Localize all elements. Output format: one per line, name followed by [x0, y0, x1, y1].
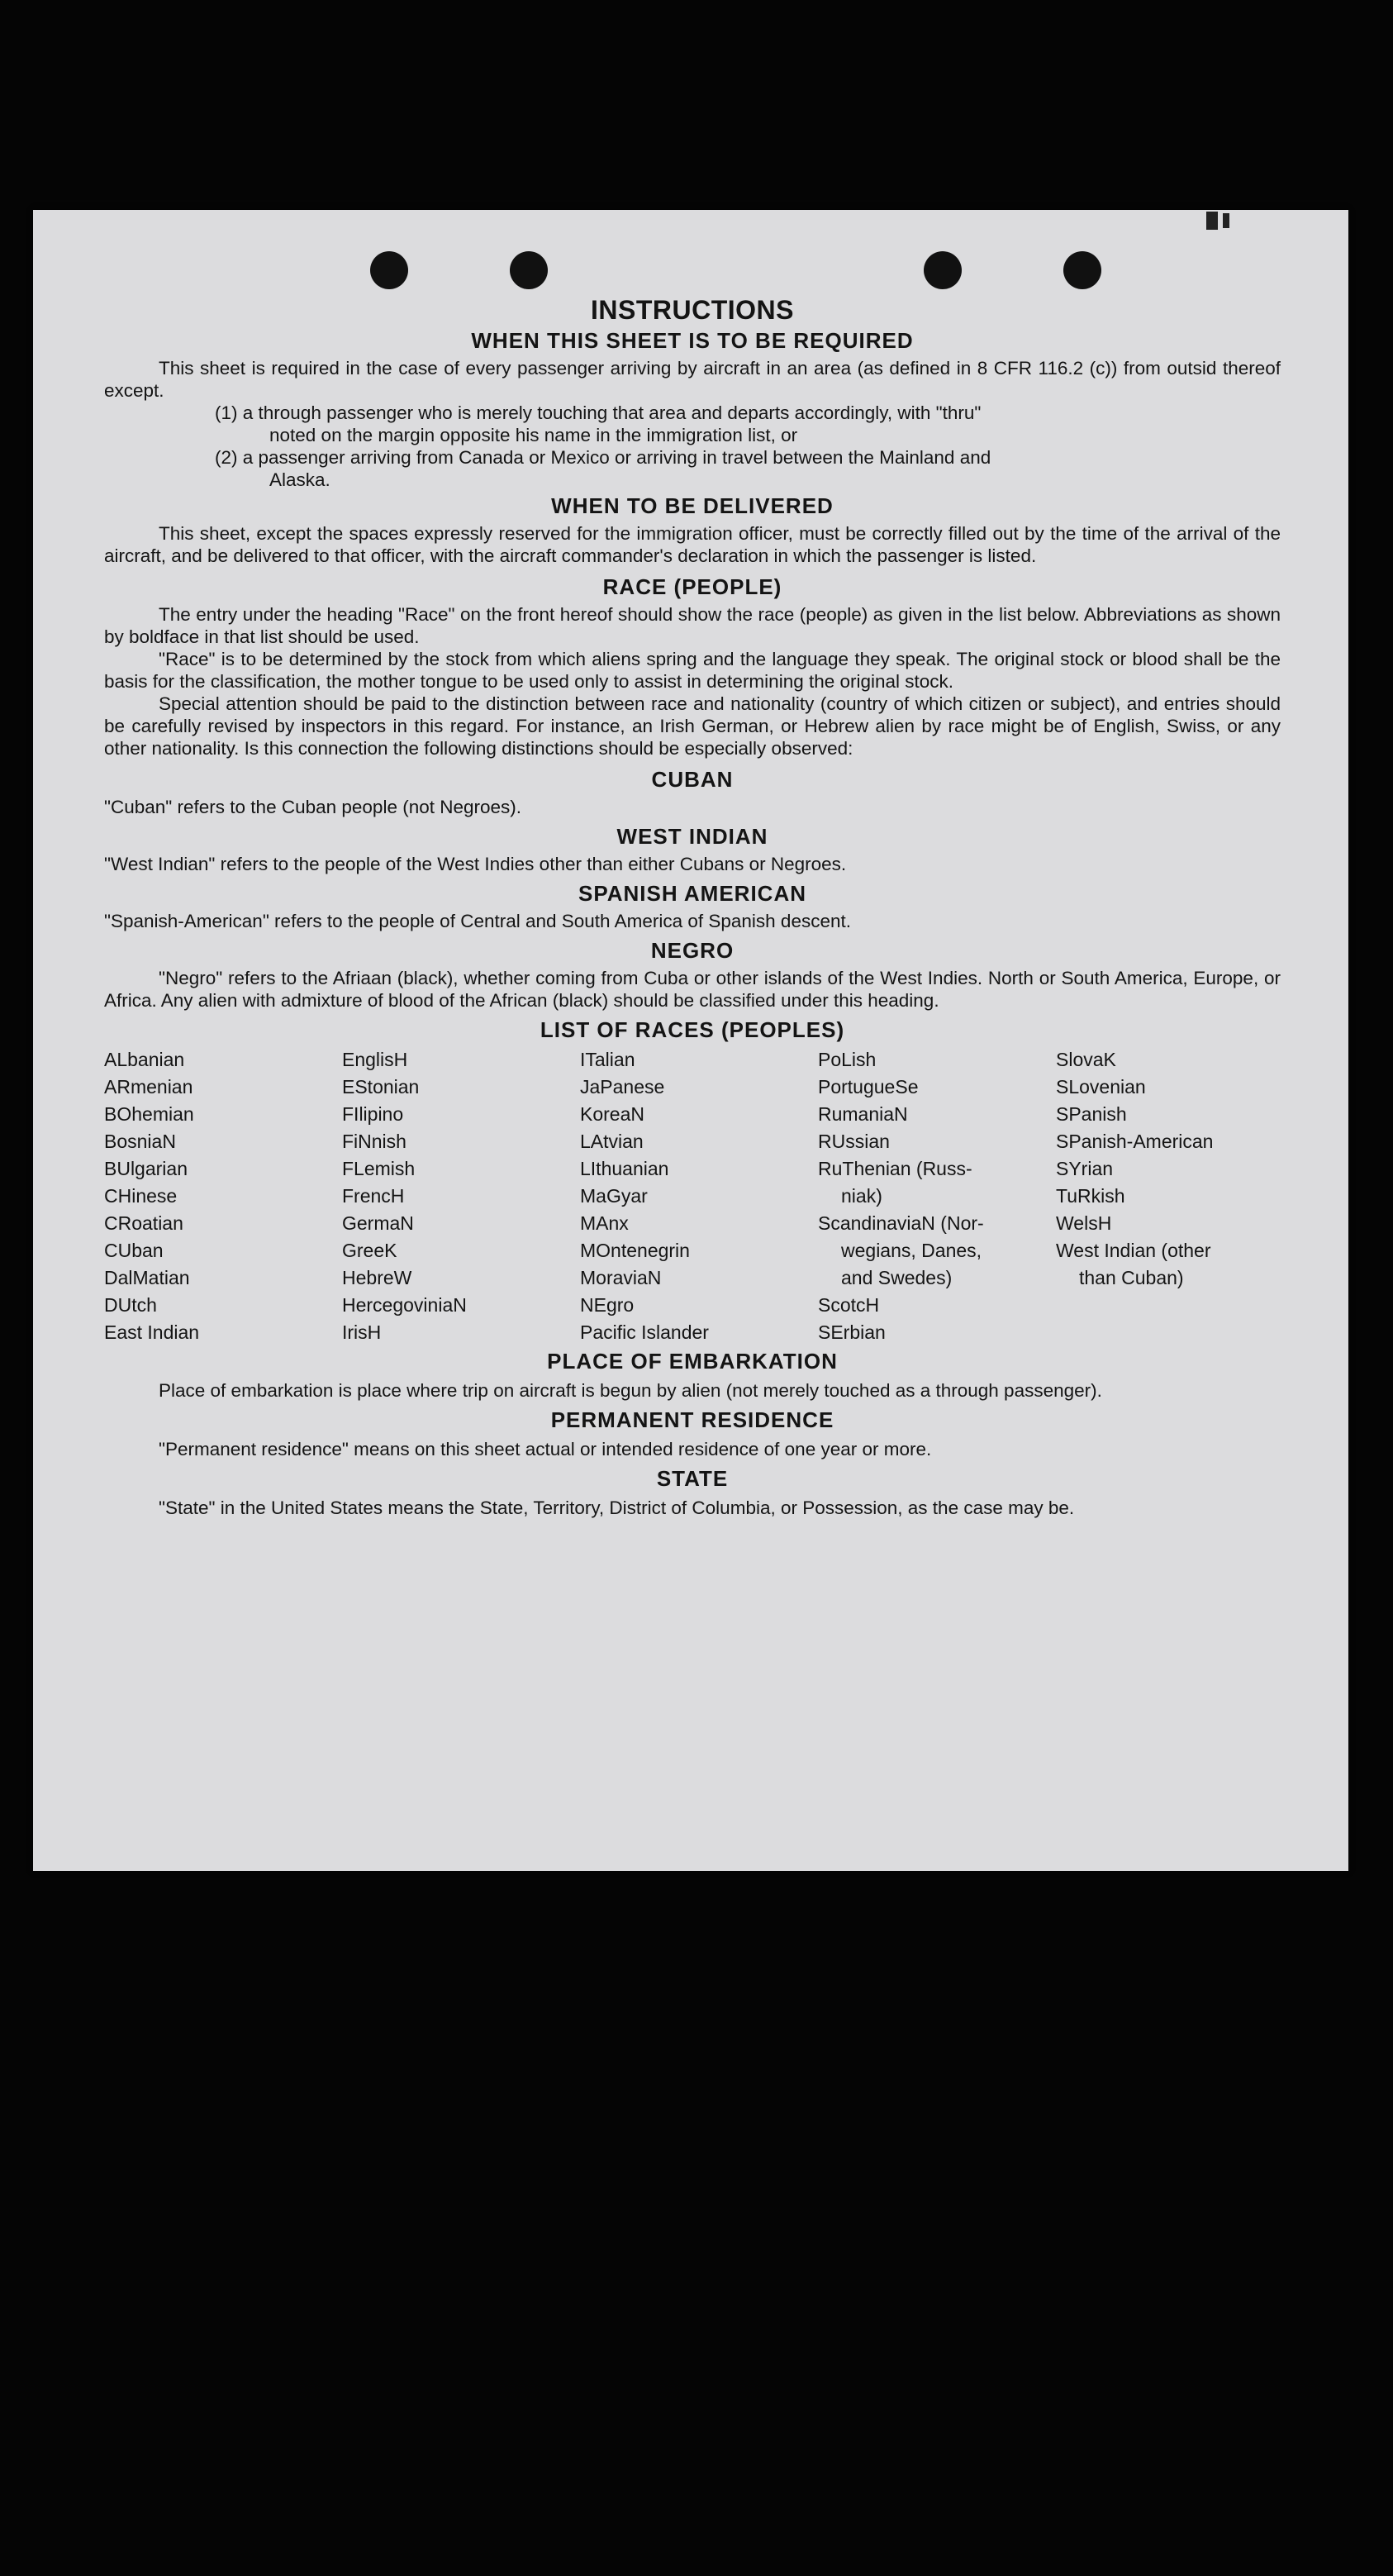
- race-item: ALbanian: [104, 1049, 185, 1070]
- race-item: HebreW: [342, 1267, 412, 1288]
- section-paragraph: "State" in the United States means the State, Territory, District of Columbia, or Possession, as the case may be.: [159, 1498, 1075, 1518]
- races-column: [1056, 1046, 1281, 1346]
- race-item: than Cuban): [1079, 1267, 1184, 1288]
- section-heading: SPANISH AMERICAN: [578, 881, 806, 906]
- race-item: KoreaN: [580, 1103, 644, 1125]
- punch-hole: [370, 251, 408, 289]
- race-item: West Indian (other: [1056, 1240, 1211, 1261]
- race-item: WelsH: [1056, 1212, 1112, 1234]
- clause: [216, 402, 1281, 446]
- race-item: FIlipino: [342, 1103, 404, 1125]
- section-paragraph: "Race" is to be determined by the stock from which aliens spring and the language they speak. The original stock or blood shall be the basis for the classification, the mother tongue to be used only to assist in determining the original stock.: [104, 649, 1281, 692]
- section-heading: LIST OF RACES (PEOPLES): [540, 1017, 845, 1042]
- race-item: BUlgarian: [104, 1158, 188, 1179]
- race-item: MoraviaN: [580, 1267, 662, 1288]
- race-item: SLovenian: [1056, 1076, 1146, 1098]
- race-item: SPanish-American: [1056, 1131, 1214, 1152]
- race-item: CRoatian: [104, 1212, 183, 1234]
- clause-text: a through passenger who is merely touching that area and departs accordingly, with "thru": [242, 402, 982, 423]
- race-item: ITalian: [580, 1049, 635, 1070]
- race-item: CUban: [104, 1240, 164, 1261]
- race-item: CHinese: [104, 1185, 178, 1207]
- section-paragraph: "Cuban" refers to the Cuban people (not Negroes).: [104, 797, 522, 817]
- section-paragraph: "Negro" refers to the Afriaan (black), whether coming from Cuba or other islands of the West Indies. North or South America, Europe, or Africa. Any alien with admixture of blood of the African (black) should be classified under this heading.: [104, 968, 1281, 1011]
- races-list: [104, 1046, 1281, 1346]
- section-heading: WEST INDIAN: [616, 824, 768, 849]
- race-item: JaPanese: [580, 1076, 665, 1098]
- section-heading: WHEN TO BE DELIVERED: [551, 493, 834, 518]
- race-item: FrencH: [342, 1185, 405, 1207]
- document-body: [104, 294, 1281, 1519]
- section-heading: NEGRO: [650, 938, 735, 963]
- section-paragraph: "West Indian" refers to the people of the West Indies other than either Cubans or Negroes.: [104, 854, 847, 874]
- clause-number: (2): [215, 447, 238, 468]
- race-item: RUssian: [818, 1131, 890, 1152]
- races-column: [818, 1046, 1056, 1346]
- document-title: INSTRUCTIONS: [591, 295, 794, 325]
- race-item: East Indian: [104, 1321, 200, 1343]
- clause: [216, 446, 1281, 491]
- race-item: SYrian: [1056, 1158, 1114, 1179]
- race-item: SlovaK: [1056, 1049, 1116, 1070]
- race-item: ScandinaviaN (Nor-: [818, 1212, 984, 1234]
- section-paragraph: "Permanent residence" means on this sheet actual or intended residence of one year or more.: [159, 1439, 932, 1459]
- instruction-sheet: [33, 210, 1348, 1871]
- section-heading: STATE: [656, 1466, 729, 1491]
- race-item: GreeK: [342, 1240, 397, 1261]
- race-item: LIthuanian: [580, 1158, 669, 1179]
- race-item: GermaN: [342, 1212, 414, 1234]
- punch-hole: [1063, 251, 1101, 289]
- race-item: RuThenian (Russ-: [818, 1158, 972, 1179]
- race-item: ARmenian: [104, 1076, 193, 1098]
- race-item: FLemish: [342, 1158, 416, 1179]
- race-item: DUtch: [104, 1294, 157, 1316]
- race-item: BosniaN: [104, 1131, 176, 1152]
- ink-mark: [1206, 212, 1218, 230]
- section-heading: PLACE OF EMBARKATION: [547, 1349, 838, 1374]
- race-item: ScotcH: [818, 1294, 880, 1316]
- section-paragraph: This sheet, except the spaces expressly reserved for the immigration officer, must be correctly filled out by the time of the arrival of the aircraft, and be delivered to that officer, with the aircraft commander's declaration in which the passenger is listed.: [104, 523, 1281, 566]
- race-item: MAnx: [580, 1212, 629, 1234]
- races-column: [580, 1046, 818, 1346]
- race-item: PoLish: [818, 1049, 877, 1070]
- race-item: IrisH: [342, 1321, 382, 1343]
- section-paragraph: Special attention should be paid to the distinction between race and nationality (country of which citizen or subject), and entries should be carefully revised by inspectors in this regard. For instance, an Irish German, or Hebrew alien by race might be of English, Swiss, or any other nationality. Is this connection the following distinctions should be especially observed:: [104, 693, 1281, 759]
- clause-number: (1): [215, 402, 238, 423]
- race-item: DalMatian: [104, 1267, 190, 1288]
- section-heading: PERMANENT RESIDENCE: [550, 1407, 834, 1432]
- race-item: EStonian: [342, 1076, 420, 1098]
- race-item: SPanish: [1056, 1103, 1127, 1125]
- section-paragraph: This sheet is required in the case of every passenger arriving by aircraft in an area (as defined in 8 CFR 116.2 (c)) from outsid thereof except.: [104, 358, 1281, 401]
- race-item: and Swedes): [841, 1267, 953, 1288]
- punch-hole: [924, 251, 962, 289]
- race-item: PortugueSe: [818, 1076, 919, 1098]
- clause-continuation: noted on the margin opposite his name in the immigration list, or: [269, 425, 798, 445]
- race-item: FiNnish: [342, 1131, 406, 1152]
- race-item: TuRkish: [1056, 1185, 1125, 1207]
- punch-hole: [510, 251, 548, 289]
- race-item: HercegoviniaN: [342, 1294, 467, 1316]
- race-item: NEgro: [580, 1294, 635, 1316]
- race-item: wegians, Danes,: [841, 1240, 982, 1261]
- section-paragraph: Place of embarkation is place where trip on aircraft is begun by alien (not merely touched as a through passenger).: [159, 1380, 1102, 1401]
- races-column: [342, 1046, 580, 1346]
- race-item: SErbian: [818, 1321, 886, 1343]
- race-item: BOhemian: [104, 1103, 194, 1125]
- race-item: Pacific Islander: [580, 1321, 709, 1343]
- section-paragraph: "Spanish-American" refers to the people of Central and South America of Spanish descent.: [104, 911, 851, 931]
- race-item: MOntenegrin: [580, 1240, 690, 1261]
- race-item: niak): [841, 1185, 882, 1207]
- races-column: [104, 1046, 342, 1346]
- clause-text: a passenger arriving from Canada or Mexico or arriving in travel between the Mainland and: [242, 447, 991, 468]
- section-paragraph: The entry under the heading "Race" on the front hereof should show the race (people) as given in the list below. Abbreviations as shown by boldface in that list should be used.: [104, 604, 1281, 647]
- race-item: RumaniaN: [818, 1103, 908, 1125]
- clause-continuation: Alaska.: [269, 469, 330, 490]
- race-item: EnglisH: [342, 1049, 408, 1070]
- section-heading: WHEN THIS SHEET IS TO BE REQUIRED: [471, 328, 914, 353]
- ink-mark: [1223, 213, 1229, 228]
- section-heading: RACE (PEOPLE): [602, 574, 782, 599]
- race-item: LAtvian: [580, 1131, 644, 1152]
- section-heading: CUBAN: [651, 767, 734, 792]
- race-item: MaGyar: [580, 1185, 648, 1207]
